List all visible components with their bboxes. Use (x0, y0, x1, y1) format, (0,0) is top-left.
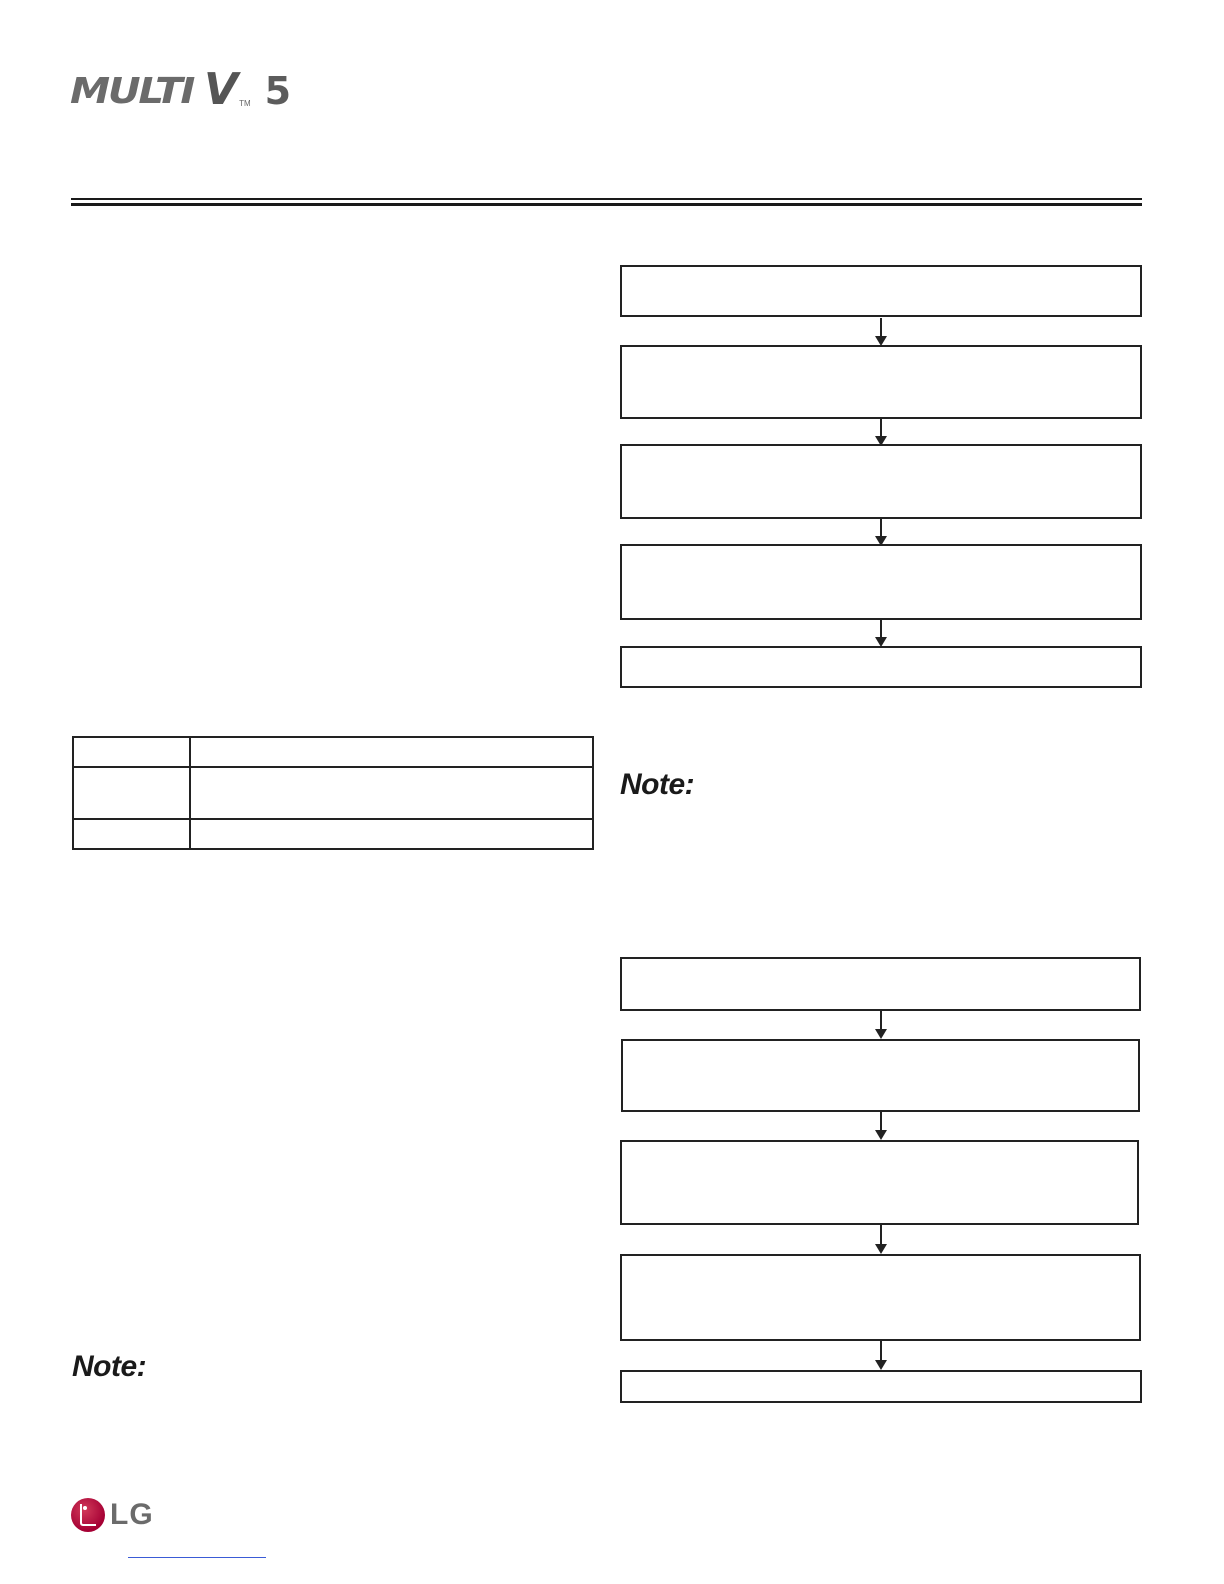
note-label-right: Note: (620, 768, 695, 801)
spec-table (72, 736, 594, 850)
flowchart-1-step-5 (620, 646, 1142, 688)
brand-v: V (204, 64, 239, 115)
flowchart-1-arrow-2 (880, 418, 882, 444)
header-rule-bottom (71, 203, 1142, 206)
flowchart-1-arrow-4 (880, 619, 882, 645)
flowchart-1-arrow-3 (880, 518, 882, 544)
table-cell (73, 767, 190, 819)
flowchart-2-arrow-3 (880, 1224, 882, 1252)
table-cell (190, 767, 593, 819)
table-row (73, 767, 593, 819)
brand-number: 5 (264, 69, 292, 113)
header-rule-top (71, 198, 1142, 200)
flowchart-2-step-1 (620, 957, 1141, 1011)
flowchart-1-arrow-1 (880, 318, 882, 344)
flowchart-1-step-3 (620, 444, 1142, 519)
lg-logo-text: LG (110, 1498, 154, 1531)
flowchart-2-step-3 (620, 1140, 1139, 1225)
footer-link[interactable] (128, 1557, 266, 1558)
flowchart-1-step-4 (620, 544, 1142, 620)
flowchart-2-step-5 (620, 1370, 1142, 1403)
table-cell (73, 737, 190, 767)
table-cell (73, 819, 190, 849)
table-row (73, 737, 593, 767)
table-cell (190, 737, 593, 767)
flowchart-2-step-2 (621, 1039, 1140, 1112)
brand-word: MULTI (70, 71, 194, 112)
lg-logo-icon (71, 1498, 105, 1532)
flowchart-2-arrow-1 (880, 1011, 882, 1037)
flowchart-1-step-2 (620, 345, 1142, 419)
multi-v-5-logo (70, 64, 292, 115)
flowchart-2-step-4 (620, 1254, 1141, 1341)
table-cell (190, 819, 593, 849)
trademark-mark: TM (239, 99, 251, 108)
note-label-left: Note: (72, 1350, 147, 1383)
flowchart-1-step-1 (620, 265, 1142, 317)
flowchart-2-arrow-4 (880, 1341, 882, 1368)
flowchart-2-arrow-2 (880, 1111, 882, 1138)
table-row (73, 819, 593, 849)
